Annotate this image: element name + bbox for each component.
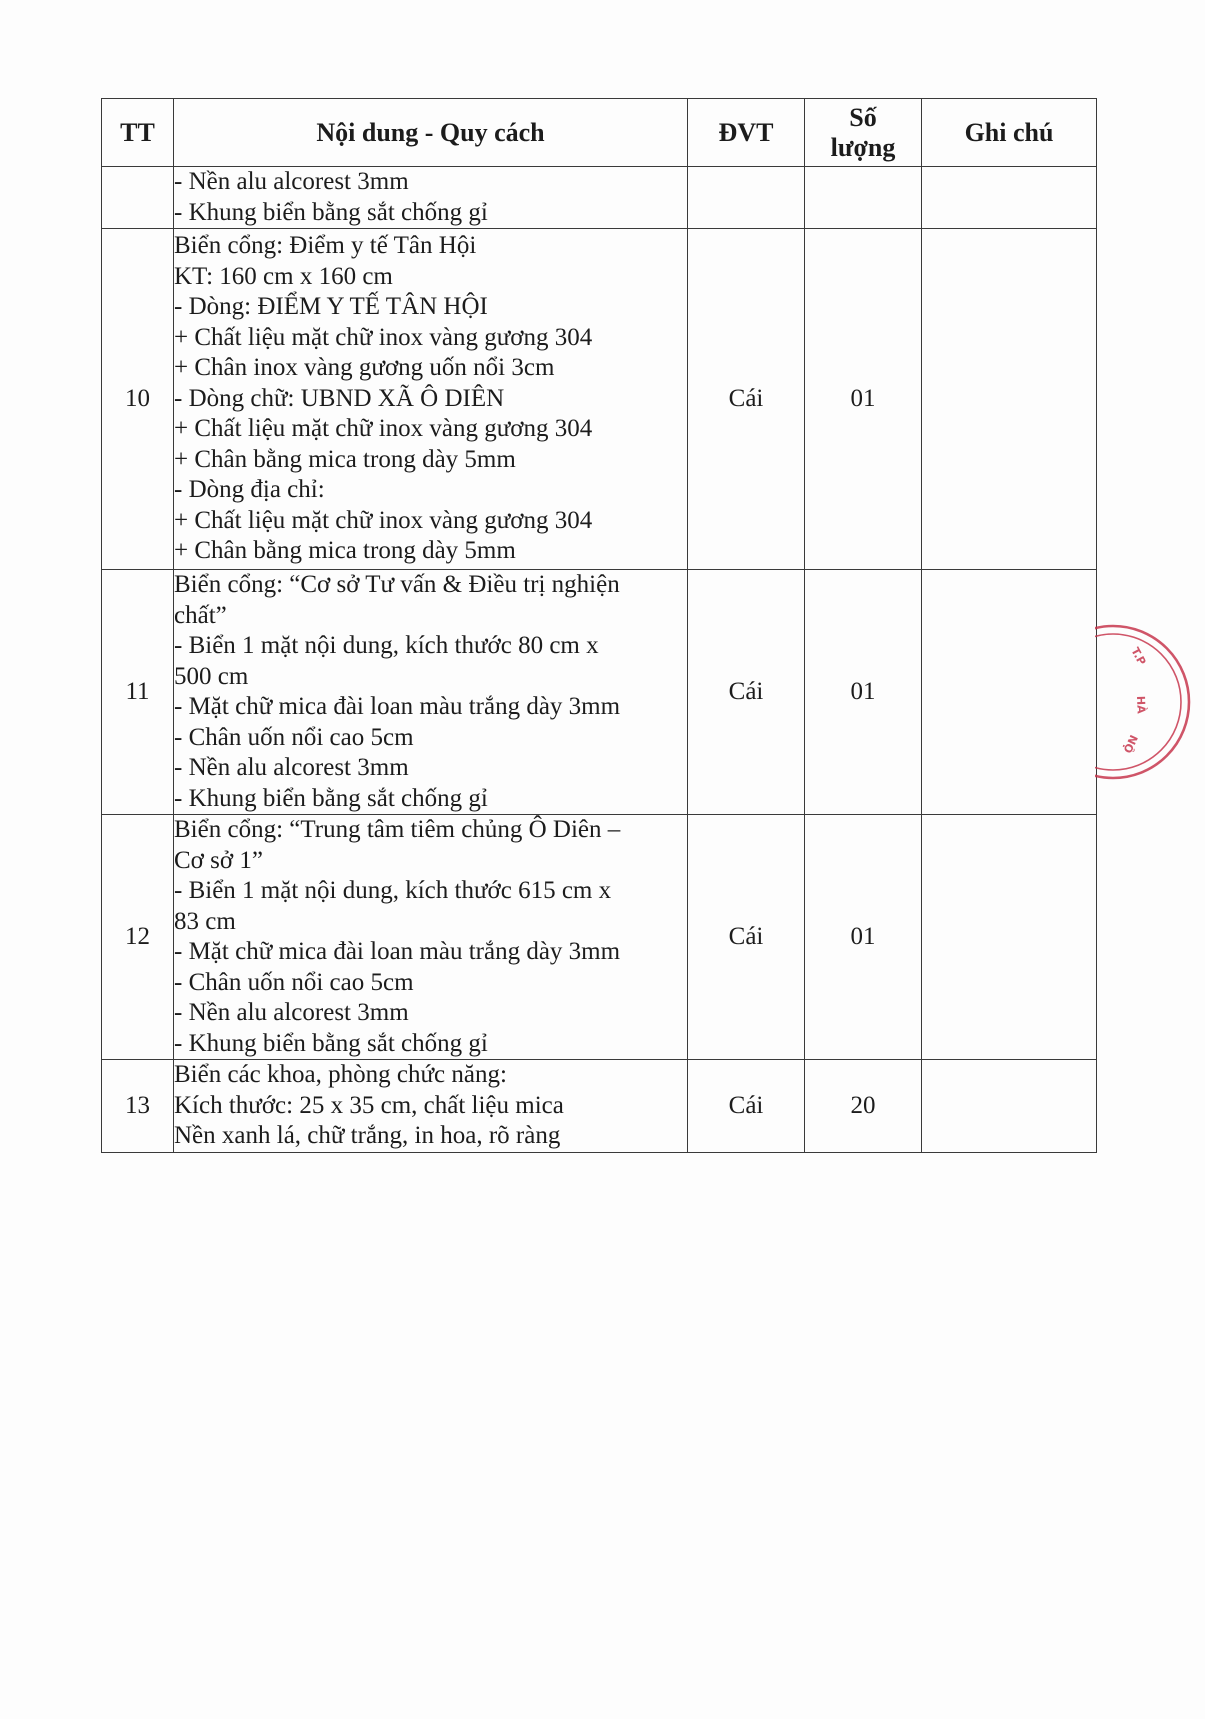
content-line: - Khung biển bằng sắt chống gỉ (174, 198, 488, 226)
header-so-luong (805, 99, 922, 167)
cell-ghi-chu (922, 570, 1097, 815)
content-line: 83 cm (174, 907, 236, 935)
seal-icon (1095, 612, 1205, 792)
content-line: - Mặt chữ mica đài loan màu trắng dày 3mm (174, 693, 621, 720)
content-line: 500 cm (174, 662, 249, 690)
table-row (102, 1060, 1097, 1153)
cell-noi-dung (174, 229, 688, 570)
header-noi-dung: Nội dung - Quy cách (174, 99, 688, 167)
cell-so-luong: 01 (805, 229, 922, 570)
content-line: + Chất liệu mặt chữ inox vàng gương 304 (174, 323, 593, 351)
seal-text-ha: HÀ (1134, 695, 1148, 714)
content-line: Biển cổng: “Trung tâm tiêm chủng Ô Diên – (174, 816, 621, 843)
content-line: - Chân uốn nổi cao 5cm (174, 723, 414, 751)
header-dvt: ĐVT (688, 99, 805, 167)
cell-dvt: Cái (688, 229, 805, 570)
table-row (102, 167, 1097, 229)
content-line: Biển các khoa, phòng chức năng: (174, 1061, 507, 1088)
content-line: - Nền alu alcorest 3mm (174, 754, 409, 781)
cell-so-luong: 01 (805, 815, 922, 1060)
content-line: - Dòng địa chỉ: (174, 476, 325, 504)
content-line: + Chất liệu mặt chữ inox vàng gương 304 (174, 506, 593, 534)
header-so-luong-line-1: Số (849, 102, 877, 132)
cell-tt: 13 (102, 1060, 174, 1153)
cell-dvt: Cái (688, 1060, 805, 1153)
seal-text-no: NỘ (1120, 732, 1141, 756)
cell-noi-dung (174, 167, 688, 229)
cell-so-luong: 01 (805, 570, 922, 815)
header-ghi-chu: Ghi chú (922, 99, 1097, 167)
spec-table (101, 98, 1097, 1153)
table-row (102, 229, 1097, 570)
official-seal-stamp (1095, 612, 1205, 792)
content-line: - Dòng: ĐIỂM Y TẾ TÂN HỘI (174, 293, 488, 321)
cell-tt: 10 (102, 229, 174, 570)
table-row (102, 570, 1097, 815)
cell-tt (102, 167, 174, 229)
content-line: + Chân bằng mica trong dày 5mm (174, 537, 516, 565)
cell-tt: 11 (102, 570, 174, 815)
cell-dvt: Cái (688, 570, 805, 815)
header-so-luong-line-2: lượng (830, 132, 896, 162)
content-line: Biển cổng: “Cơ sở Tư vấn & Điều trị nghiện (174, 571, 620, 598)
cell-ghi-chu (922, 1060, 1097, 1153)
cell-ghi-chu (922, 229, 1097, 570)
cell-so-luong: 20 (805, 1060, 922, 1153)
content-line: - Nền alu alcorest 3mm (174, 999, 409, 1026)
content-line: - Khung biển bằng sắt chống gỉ (174, 784, 488, 812)
cell-tt: 12 (102, 815, 174, 1060)
content-line: - Khung biển bằng sắt chống gỉ (174, 1029, 488, 1057)
table-header (102, 99, 1097, 167)
content-line: chất” (174, 601, 227, 629)
cell-ghi-chu (922, 167, 1097, 229)
table-row (102, 815, 1097, 1060)
content-line: - Biển 1 mặt nội dung, kích thước 80 cm x (174, 632, 599, 659)
seal-text-tp: T.P (1128, 645, 1149, 668)
content-line: KT: 160 cm x 160 cm (174, 262, 393, 290)
content-line: - Mặt chữ mica đài loan màu trắng dày 3mm (174, 938, 621, 965)
content-line: + Chân inox vàng gương uốn nổi 3cm (174, 354, 555, 382)
cell-noi-dung (174, 1060, 688, 1153)
header-tt: TT (102, 99, 174, 167)
cell-noi-dung (174, 815, 688, 1060)
content-line: Biển cổng: Điểm y tế Tân Hội (174, 232, 477, 260)
cell-ghi-chu (922, 815, 1097, 1060)
content-line: + Chân bằng mica trong dày 5mm (174, 445, 516, 473)
content-line: - Biển 1 mặt nội dung, kích thước 615 cm x (174, 877, 612, 904)
content-line: Nền xanh lá, chữ trắng, in hoa, rõ ràng (174, 1122, 561, 1149)
content-line: Cơ sở 1” (174, 846, 263, 874)
content-line: - Nền alu alcorest 3mm (174, 168, 409, 195)
cell-dvt (688, 167, 805, 229)
content-line: + Chất liệu mặt chữ inox vàng gương 304 (174, 415, 593, 443)
cell-so-luong (805, 167, 922, 229)
content-line: - Chân uốn nổi cao 5cm (174, 968, 414, 996)
content-line: Kích thước: 25 x 35 cm, chất liệu mica (174, 1091, 564, 1119)
cell-dvt: Cái (688, 815, 805, 1060)
cell-noi-dung (174, 570, 688, 815)
table-body (102, 167, 1097, 1153)
content-line: - Dòng chữ: UBND XÃ Ô DIÊN (174, 384, 505, 412)
